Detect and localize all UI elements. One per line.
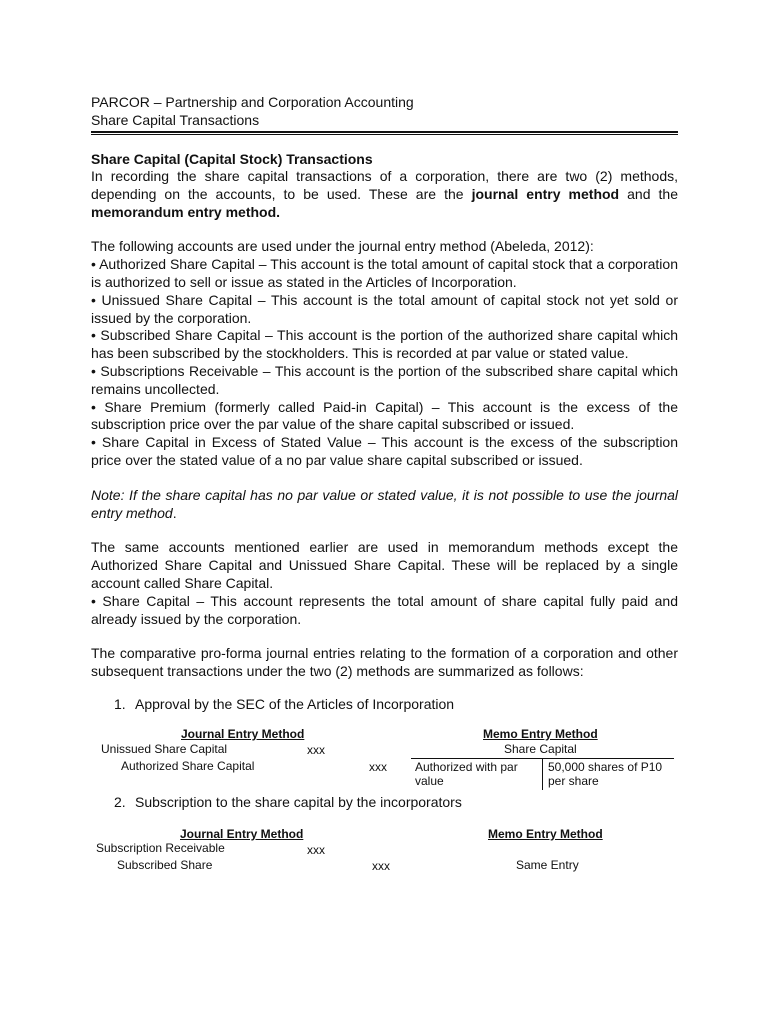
debit-amount: xxx — [307, 742, 325, 757]
section-title: Share Capital (Capital Stock) Transactions — [91, 151, 373, 167]
course-title: PARCOR – Partnership and Corporation Accounting — [91, 94, 414, 110]
credit-amount-2: xxx — [372, 858, 390, 873]
memo-same-entry: Same Entry — [516, 857, 579, 872]
comparative-paragraph: The comparative pro-forma journal entries relating to the formation of a corporation and other subsequent transactions under the two (2) methods are summarized as follows: — [91, 645, 678, 680]
document-page — [91, 93, 678, 887]
header-rule-thin — [91, 134, 678, 135]
journal-entry-heading-2: Journal Entry Method — [180, 826, 304, 841]
t-account-divider — [542, 758, 543, 790]
memo-entry-heading: Memo Entry Method — [483, 726, 598, 741]
intro-paragraph — [91, 168, 678, 221]
bullet-authorized: • Authorized Share Capital – This account is the total amount of capital stock that a corporation is authorized to sell or issue as stated in the Articles of Incorporation. — [91, 256, 678, 290]
item-1-entries — [91, 727, 678, 797]
intro-text-a: In recording the share capital transactions of a corporation, there are two (2) methods, depending on the accounts, to be used. These are the — [91, 168, 678, 202]
memo-account: Share Capital — [504, 741, 577, 756]
debit-account-2: Subscription Receivable — [96, 840, 225, 855]
memo-left-cell: Authorized with par value — [415, 759, 518, 788]
memo-right-cell: 50,000 shares of P10 per share — [548, 759, 663, 788]
journal-entry-heading: Journal Entry Method — [181, 726, 305, 741]
item-2-entries — [91, 827, 678, 887]
intro-bold-journal: journal entry method — [471, 185, 620, 202]
bullet-premium: • Share Premium (formerly called Paid-in Capital) – This account is the excess of the subscription price over the par value of the share capital subscribed or issued. — [91, 398, 678, 433]
debit-amount-2: xxx — [307, 842, 325, 857]
note-end: . — [172, 504, 177, 521]
memo-paragraph: The same accounts mentioned earlier are used in memorandum methods except the Authorized Share Capital and Unissued Share Capital. These will be replaced by a single account called Share Capital. — [91, 539, 678, 591]
intro-bold-memo: memorandum entry method. — [91, 203, 281, 220]
item-2-number: 2. — [114, 793, 126, 810]
bullet-subscribed: • Subscribed Share Capital – This account is the portion of the authorized share capital which has been subscribed by the stockholders. This is recorded at par value or stated value. — [91, 327, 678, 362]
item-1-title — [114, 695, 678, 713]
item-1-number: 1. — [114, 695, 126, 712]
note-paragraph — [91, 487, 678, 523]
bullet-receivable: • Subscriptions Receivable – This account is the portion of the subscribed share capital which remains uncollected. — [91, 362, 678, 397]
note-italic: Note: If the share capital has no par value or stated value, it is not possible to use the journal entry method — [91, 486, 678, 521]
debit-account: Unissued Share Capital — [101, 741, 228, 756]
item-1-text: Approval by the SEC of the Articles of Incorporation — [135, 695, 455, 712]
header-rule-thick — [91, 131, 678, 133]
credit-account: Authorized Share Capital — [121, 758, 255, 773]
credit-amount: xxx — [369, 759, 387, 774]
credit-account-2: Subscribed Share — [117, 857, 213, 872]
item-2-text: Subscription to the share capital by the incorporators — [135, 793, 462, 810]
memo-entry-heading-2: Memo Entry Method — [488, 826, 603, 841]
bullet-excess-stated: • Share Capital in Excess of Stated Value – This account is the excess of the subscription price over the stated value of a no par value share capital subscribed or issued. — [91, 434, 678, 468]
bullet-share-capital: • Share Capital – This account represents the total amount of share capital fully paid and already issued by the corporation. — [91, 592, 678, 627]
accounts-intro: The following accounts are used under the journal entry method (Abeleda, 2012): — [91, 238, 594, 255]
bullet-unissued: • Unissued Share Capital – This account is the total amount of capital stock not yet sold or issued by the corporation. — [91, 291, 678, 326]
intro-text-b: and the — [619, 185, 679, 202]
topic-title: Share Capital Transactions — [91, 112, 260, 128]
